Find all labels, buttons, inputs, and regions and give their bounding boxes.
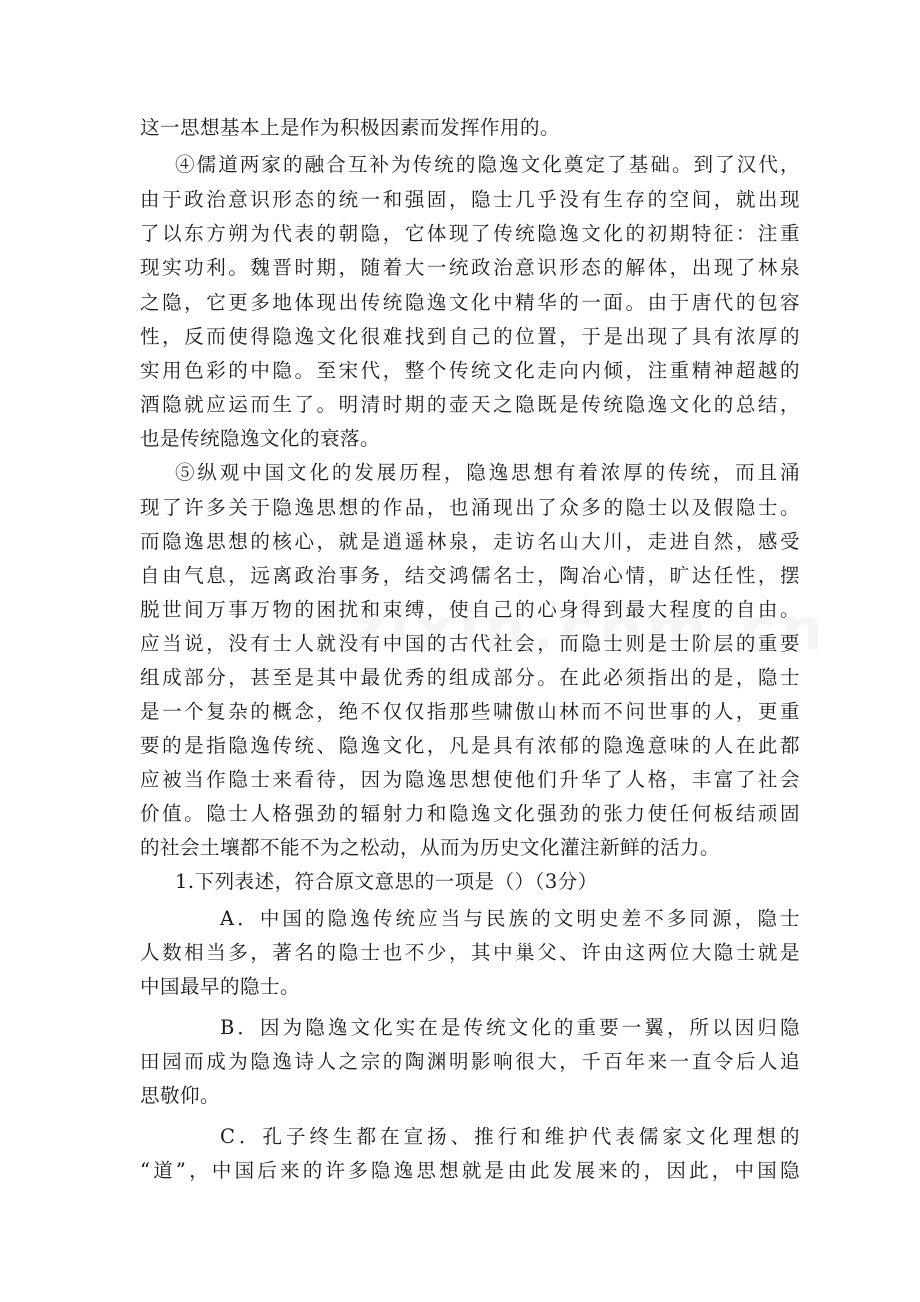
paragraph-line: 现了许多关于隐逸思想的作品，也涌现出了众多的隐士以及假隐士。 [140, 496, 800, 519]
paragraph-line: 应被当作隐士来看待，因为隐逸思想使他们升华了人格，丰富了社会 [140, 768, 800, 791]
paragraph-line: ⑤纵观中国文化的发展历程，隐逸思想有着浓厚的传统，而且涌 [175, 461, 800, 484]
paragraph-line: 的社会土壤都不能不为之松动，从而为历史文化灌注新鲜的活力。 [140, 836, 721, 859]
paragraph-line: 现实功利。魏晋时期，随着大一统政治意识形态的解体，出现了林泉 [140, 256, 800, 279]
paragraph-line: 自由气息，远离政治事务，结交鸿儒名士，陶冶心情，旷达任性，摆 [140, 564, 800, 587]
paragraph-line: 而隐逸思想的核心，就是逍遥林泉，走访名山大川，走进自然，感受 [140, 530, 800, 553]
paragraph-line: 脱世间万事万物的困扰和束缚，使自己的心身得到最大程度的自由。 [140, 598, 800, 621]
paragraph-line: 酒隐就应运而生了。明清时期的壶天之隐既是传统隐逸文化的总结， [140, 393, 800, 416]
paragraph-line: 组成部分，甚至是其中最优秀的组成部分。在此必须指出的是，隐士 [140, 666, 800, 689]
option-b-line: B．因为隐逸文化实在是传统文化的重要一翼，所以因归隐 [220, 1016, 800, 1039]
paragraph-line: 实用色彩的中隐。至宋代，整个传统文化走向内倾，注重精神超越的 [140, 359, 800, 382]
option-c-line: “道”，中国后来的许多隐逸思想就是由此发展来的，因此，中国隐 [140, 1159, 800, 1182]
paragraph-line: 性，反而使得隐逸文化很难找到自己的位置，于是出现了具有浓厚的 [140, 325, 800, 348]
paragraph-line: 是一个复杂的概念，绝不仅仅指那些啸傲山林而不问世事的人，更重 [140, 700, 800, 723]
option-a-line: A．中国的隐逸传统应当与民族的文明史差不多同源，隐士 [220, 907, 800, 930]
paragraph-line: ④儒道两家的融合互补为传统的隐逸文化奠定了基础。到了汉代， [175, 153, 800, 176]
paragraph-line: 了以东方朔为代表的朝隐，它体现了传统隐逸文化的初期特征：注重 [140, 222, 800, 245]
question-stem: 1.下列表述，符合原文意思的一项是（）（3分） [175, 870, 598, 893]
option-b-line: 田园而成为隐逸诗人之宗的陶渊明影响很大，千百年来一直令后人追 [140, 1050, 800, 1073]
option-a-line: 人数相当多，著名的隐士也不少，其中巢父、许由这两位大隐士就是 [140, 941, 800, 964]
paragraph-line: 要的是指隐逸传统、隐逸文化，凡是具有浓郁的隐逸意味的人在此都 [140, 734, 800, 757]
paragraph-line: 应当说，没有士人就没有中国的古代社会，而隐士则是士阶层的重要 [140, 632, 800, 655]
paragraph-line: 这一思想基本上是作为积极因素而发挥作用的。 [140, 116, 561, 139]
paragraph-line: 由于政治意识形态的统一和强固，隐士几乎没有生存的空间，就出现 [140, 188, 800, 211]
paragraph-line: 之隐，它更多地体现出传统隐逸文化中精华的一面。由于唐代的包容 [140, 291, 800, 314]
option-a-line: 中国最早的隐士。 [140, 975, 301, 998]
option-c-line: C．孔子终生都在宣扬、推行和维护代表儒家文化理想的 [220, 1125, 800, 1148]
option-b-line: 思敬仰。 [140, 1084, 221, 1107]
paragraph-line: 价值。隐士人格强劲的辐射力和隐逸文化强劲的张力使任何板结顽固 [140, 802, 800, 825]
paragraph-line: 也是传统隐逸文化的衰落。 [140, 427, 381, 450]
